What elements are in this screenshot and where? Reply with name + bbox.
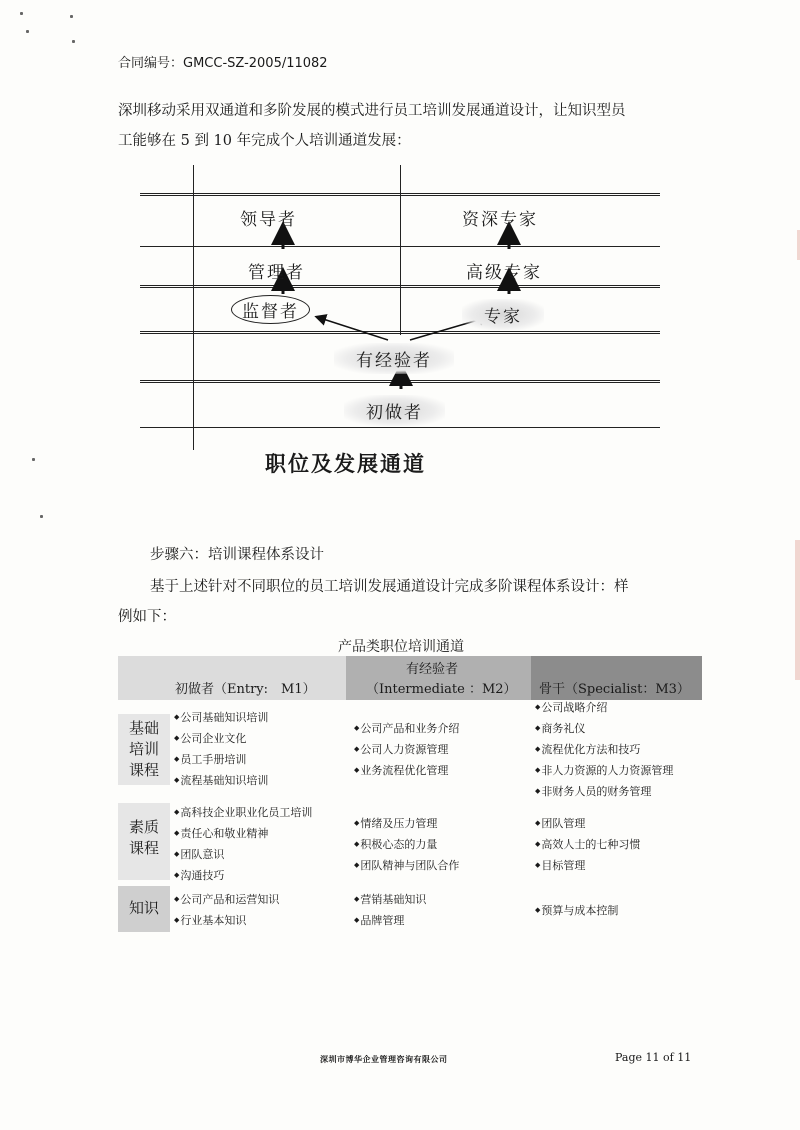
scan-speck bbox=[40, 515, 43, 518]
node-senior-expert: 资深专家 bbox=[462, 210, 538, 230]
category-quality-courses bbox=[118, 803, 170, 880]
cell-basic-m2 bbox=[354, 718, 459, 781]
list-item: ◆ 公司战略介绍 bbox=[535, 697, 673, 718]
list-item: ◆ 沟通技巧 bbox=[174, 865, 312, 886]
category-knowledge bbox=[118, 886, 170, 932]
list-item: ◆ 高效人士的七种习惯 bbox=[535, 834, 640, 855]
column-header-m2 bbox=[346, 656, 531, 700]
intro-line-1: 深圳移动采用双通道和多阶发展的模式进行员工培训发展通道设计，让知识型员 bbox=[118, 103, 626, 119]
node-experienced: 有经验者 bbox=[334, 343, 454, 374]
column-top-m2: 有经验者 bbox=[406, 662, 459, 677]
list-item: ◆ 非财务人员的财务管理 bbox=[535, 781, 673, 802]
scan-edge-mark bbox=[795, 540, 800, 680]
list-item: ◆ 情绪及压力管理 bbox=[354, 813, 459, 834]
node-expert: 专家 bbox=[462, 299, 544, 330]
category-line: 素质 bbox=[128, 818, 159, 836]
step-six-heading: 步骤六：培训课程体系设计 bbox=[150, 547, 324, 563]
list-item: ◆ 营销基础知识 bbox=[354, 889, 426, 910]
column-label-m1: 初做者（Entry: M1） bbox=[175, 682, 316, 697]
cell-quality-m2 bbox=[354, 813, 459, 876]
figure-caption: 职位及发展通道 bbox=[265, 452, 426, 476]
step-paragraph bbox=[118, 572, 688, 632]
list-item: ◆ 流程优化方法和技巧 bbox=[535, 739, 673, 760]
list-item: ◆ 团队管理 bbox=[535, 813, 640, 834]
list-item: ◆ 商务礼仪 bbox=[535, 718, 673, 739]
scan-speck bbox=[70, 15, 73, 18]
career-path-figure bbox=[140, 165, 670, 455]
list-item: ◆ 责任心和敬业精神 bbox=[174, 823, 312, 844]
intro-line-2: 工能够在 5 到 10 年完成个人培训通道发展： bbox=[118, 133, 411, 149]
category-line: 知识 bbox=[128, 899, 159, 917]
list-item: ◆ 行业基本知识 bbox=[174, 910, 279, 931]
node-advanced-expert: 高级专家 bbox=[466, 263, 542, 283]
cell-knowledge-m1 bbox=[174, 889, 279, 931]
intro-paragraph bbox=[118, 96, 688, 156]
footer-company: 深圳市博华企业管理咨询有限公司 bbox=[320, 1055, 448, 1064]
category-basic-training bbox=[118, 714, 170, 785]
list-item: ◆ 品牌管理 bbox=[354, 910, 426, 931]
arrow-experienced-to-supervisor bbox=[320, 318, 388, 340]
scan-speck bbox=[32, 458, 35, 461]
table-title: 产品类职位培训通道 bbox=[338, 639, 464, 655]
node-manager: 管理者 bbox=[248, 263, 305, 283]
cell-basic-m1 bbox=[174, 707, 268, 791]
list-item: ◆ 团队意识 bbox=[174, 844, 312, 865]
list-item: ◆ 公司企业文化 bbox=[174, 728, 268, 749]
list-item: ◆ 公司人力资源管理 bbox=[354, 739, 459, 760]
category-line: 课程 bbox=[128, 839, 159, 857]
cell-basic-m3 bbox=[535, 697, 673, 802]
step-line-2: 例如下： bbox=[118, 609, 176, 625]
category-line: 培训 bbox=[128, 740, 159, 758]
cell-quality-m1 bbox=[174, 802, 312, 886]
list-item: ◆ 团队精神与团队合作 bbox=[354, 855, 459, 876]
column-header-m1 bbox=[118, 656, 346, 700]
list-item: ◆ 目标管理 bbox=[535, 855, 640, 876]
node-supervisor: 监督者 bbox=[231, 295, 310, 324]
scan-speck bbox=[20, 12, 23, 15]
footer-page-number: Page 11 of 11 bbox=[615, 1051, 692, 1064]
list-item: ◆ 员工手册培训 bbox=[174, 749, 268, 770]
contract-number: 合同编号：GMCC-SZ-2005/11082 bbox=[118, 56, 328, 71]
list-item: ◆ 预算与成本控制 bbox=[535, 900, 618, 921]
category-line: 基础 bbox=[128, 719, 159, 737]
cell-knowledge-m3 bbox=[535, 900, 618, 921]
scan-speck bbox=[26, 30, 29, 33]
cell-knowledge-m2 bbox=[354, 889, 426, 931]
column-header-m3 bbox=[531, 656, 702, 700]
column-label-m2: （Intermediate ：M2） bbox=[366, 682, 517, 697]
list-item: ◆ 公司产品和业务介绍 bbox=[354, 718, 459, 739]
list-item: ◆ 公司基础知识培训 bbox=[174, 707, 268, 728]
list-item: ◆ 非人力资源的人力资源管理 bbox=[535, 760, 673, 781]
cell-quality-m3 bbox=[535, 813, 640, 876]
list-item: ◆ 流程基础知识培训 bbox=[174, 770, 268, 791]
category-line: 课程 bbox=[128, 761, 159, 779]
scan-speck bbox=[72, 40, 75, 43]
list-item: ◆ 公司产品和运营知识 bbox=[174, 889, 279, 910]
list-item: ◆ 积极心态的力量 bbox=[354, 834, 459, 855]
step-line-1: 基于上述针对不同职位的员工培训发展通道设计完成多阶课程体系设计：样 bbox=[150, 579, 629, 595]
list-item: ◆ 业务流程优化管理 bbox=[354, 760, 459, 781]
node-beginner: 初做者 bbox=[344, 395, 445, 426]
column-label-m3: 骨干（Specialist：M3） bbox=[539, 682, 690, 697]
list-item: ◆ 高科技企业职业化员工培训 bbox=[174, 802, 312, 823]
node-leader: 领导者 bbox=[240, 210, 297, 230]
